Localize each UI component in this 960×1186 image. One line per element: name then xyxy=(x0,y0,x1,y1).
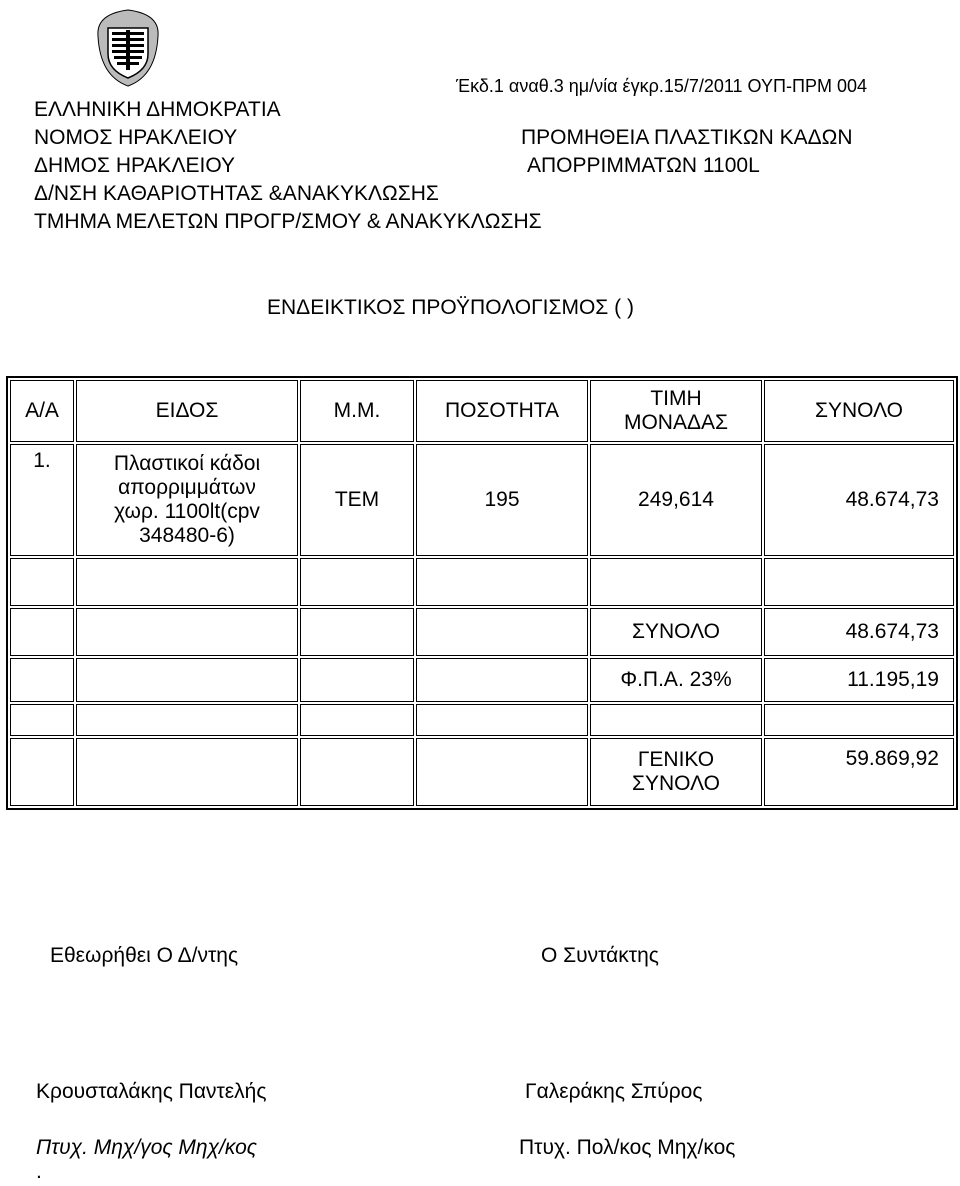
org-line-2: ΝΟΜΟΣ ΗΡΑΚΛΕΙΟΥ xyxy=(34,126,238,149)
header-price xyxy=(590,380,762,442)
grand-total-value: 59.869,92 xyxy=(764,738,954,806)
document-title: ΕΝΔΕΙΚΤΙΚΟΣ ΠΡΟΫΠΟΛΟΓΙΣΜΟΣ ( ) xyxy=(267,296,634,319)
row-item-line-1: Πλαστικοί κάδοι xyxy=(113,452,261,475)
empty-row xyxy=(10,704,954,736)
subtotal-row xyxy=(10,608,954,656)
row-item-line-3: χωρ. 1100lt(cpv xyxy=(114,500,260,523)
grand-total-row xyxy=(10,738,954,806)
row-item xyxy=(76,444,298,556)
table-row xyxy=(10,444,954,556)
document-version: Έκδ.1 αναθ.3 ημ/νία έγκρ.15/7/2011 ΟΥΠ-ΠΡΜ 004 xyxy=(456,76,868,96)
signature-left-role: Εθεωρήθει Ο Δ/ντης xyxy=(50,944,239,967)
header-price-line-1: ΤΙΜΗ xyxy=(650,387,702,410)
budget-table xyxy=(6,376,958,810)
org-line-4: Δ/ΝΣΗ ΚΑΘΑΡΙΟΤΗΤΑΣ &ΑΝΑΚΥΚΛΩΣΗΣ xyxy=(34,182,439,205)
table-header-row xyxy=(10,380,954,442)
project-line-1: ΠΡΟΜΗΘΕΙΑ ΠΛΑΣΤΙΚΩΝ ΚΑΔΩΝ xyxy=(521,126,853,149)
org-line-5: ΤΜΗΜΑ ΜΕΛΕΤΩΝ ΠΡΟΓΡ/ΣΜΟΥ & ΑΝΑΚΥΚΛΩΣΗΣ xyxy=(34,210,542,233)
signature-left-name: Κρουσταλάκης Παντελής xyxy=(36,1080,267,1103)
subtotal-value: 48.674,73 xyxy=(764,608,954,656)
project-line-2: ΑΠΟΡΡΙΜΜΑΤΩΝ 1100L xyxy=(527,154,760,177)
row-price: 249,614 xyxy=(590,444,762,556)
signature-left-title: Πτυχ. Μηχ/γος Μηχ/κος xyxy=(36,1136,258,1159)
header-aa: Α/Α xyxy=(10,380,74,442)
row-unit: ΤΕΜ xyxy=(300,444,414,556)
grand-total-label xyxy=(590,738,762,806)
header-item: ΕΙΔΟΣ xyxy=(76,380,298,442)
row-total: 48.674,73 xyxy=(764,444,954,556)
org-line-3: ΔΗΜΟΣ ΗΡΑΚΛΕΙΟΥ xyxy=(34,154,235,177)
signature-right-name: Γαλεράκης Σπύρος xyxy=(525,1080,703,1103)
header-unit: Μ.Μ. xyxy=(300,380,414,442)
coat-of-arms-icon xyxy=(92,6,164,88)
grand-total-label-line-2: ΣΥΝΟΛΟ xyxy=(631,772,721,795)
header-total: ΣΥΝΟΛΟ xyxy=(764,380,954,442)
trailing-dot: . xyxy=(36,1160,42,1183)
row-qty: 195 xyxy=(416,444,588,556)
grand-total-label-line-1: ΓΕΝΙΚΟ xyxy=(637,748,715,771)
vat-row xyxy=(10,658,954,702)
header-qty: ΠΟΣΟΤΗΤΑ xyxy=(416,380,588,442)
org-line-1: ΕΛΛΗΝΙΚΗ ΔΗΜΟΚΡΑΤΙΑ xyxy=(34,98,281,121)
row-aa: 1. xyxy=(10,444,74,556)
header-price-line-2: ΜΟΝΑΔΑΣ xyxy=(623,411,728,434)
subtotal-label: ΣΥΝΟΛΟ xyxy=(590,608,762,656)
empty-row xyxy=(10,558,954,606)
vat-label: Φ.Π.Α. 23% xyxy=(590,658,762,702)
signature-right-role: Ο Συντάκτης xyxy=(541,944,659,967)
signature-right-title: Πτυχ. Πολ/κος Μηχ/κος xyxy=(519,1136,736,1159)
row-item-line-2: απορριμμάτων xyxy=(118,476,256,499)
row-item-line-4: 348480-6) xyxy=(139,524,235,547)
vat-value: 11.195,19 xyxy=(764,658,954,702)
